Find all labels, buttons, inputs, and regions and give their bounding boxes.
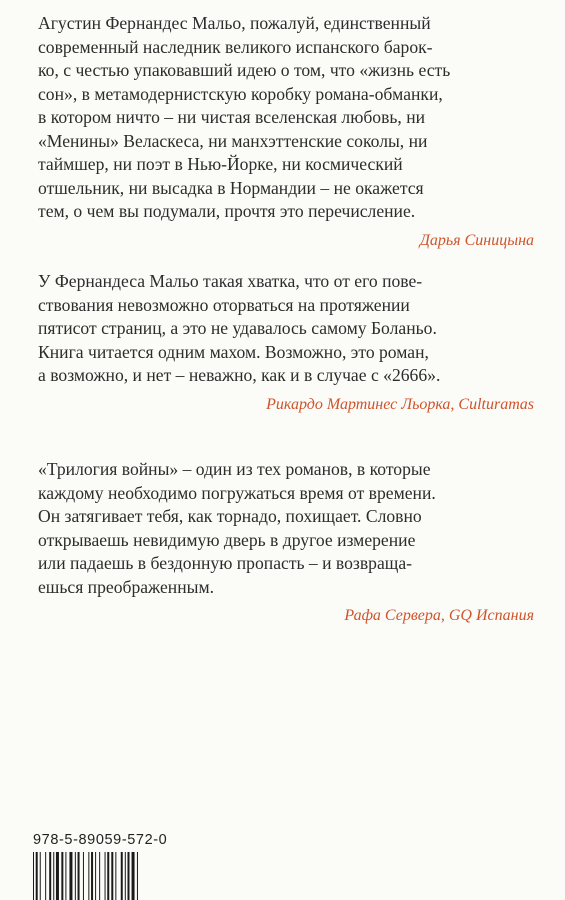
- barcode-bar: [137, 852, 138, 900]
- barcode-bar: [115, 852, 116, 900]
- isbn-number: 978-5-89059-572-0: [33, 832, 168, 848]
- barcode-bar: [45, 852, 46, 900]
- quote-line: каждому необходимо погружаться время от времени.: [38, 482, 436, 503]
- barcode-bar: [132, 852, 135, 900]
- quote-line: ешься преображенным.: [38, 576, 214, 597]
- barcode-bar: [56, 852, 59, 900]
- quote-text: [38, 458, 540, 599]
- barcode: [33, 852, 173, 900]
- quote-attribution: Рафа Сервера, GQ Испания: [344, 607, 534, 624]
- barcode-bar: [95, 852, 96, 900]
- quote-line: «Трилогия войны» – один из тех романов, в которые: [38, 459, 431, 479]
- quote-line: в котором ничто – ни чистая вселенская любовь, ни: [38, 107, 426, 127]
- quote-line: открываешь невидимую дверь в другое измерение: [38, 529, 416, 550]
- barcode-bar: [111, 852, 113, 900]
- barcode-bar: [78, 852, 80, 900]
- barcode-bar: [107, 852, 109, 900]
- quote-line: У Фернандеса Мальо такая хватка, что от его пове-: [38, 271, 423, 291]
- quote-text: [38, 270, 540, 388]
- barcode-bar: [69, 852, 72, 900]
- barcode-bar: [49, 852, 51, 900]
- barcode-bar: [75, 852, 76, 900]
- quote-line: пятисот страниц, а это не удавалось самому Боланьо.: [38, 318, 437, 338]
- quote-line: таймшер, ни поэт в Нью-Йорке, ни космический: [38, 154, 403, 174]
- quote-line: а возможно, и нет – неважно, как и в случае с «2666».: [38, 365, 441, 385]
- barcode-bar: [91, 852, 93, 900]
- quote-text: [38, 12, 540, 224]
- review-quote-3: [38, 458, 540, 627]
- barcode-bar: [105, 852, 106, 900]
- quote-line: современный наследник великого испанского барок-: [38, 36, 433, 57]
- barcode-bar: [33, 852, 34, 900]
- barcode-bar: [128, 852, 130, 900]
- quote-line: ствования невозможно оторваться на протяжении: [38, 294, 410, 315]
- barcode-bar: [88, 852, 89, 900]
- barcode-bar: [83, 852, 84, 900]
- barcode-bar: [99, 852, 100, 900]
- quote-line: отшельник, ни высадка в Нормандии – не окажется: [38, 177, 424, 198]
- barcode-bar: [65, 852, 66, 900]
- quote-line: ко, с честью упаковавший идею о том, что «жизнь есть: [38, 60, 451, 80]
- quote-attribution: Дарья Синицына: [419, 231, 534, 249]
- review-quote-1: [38, 12, 540, 252]
- quote-attribution: Рикардо Мартинес Льорка, Culturamas: [266, 395, 534, 413]
- barcode-bar: [125, 852, 126, 900]
- quote-line: Книга читается одним махом. Возможно, это роман,: [38, 341, 429, 362]
- barcode-bar: [121, 852, 123, 900]
- quote-line: или падаешь в бездонную пропасть – и возвраща-: [38, 553, 412, 573]
- review-quote-2: [38, 270, 540, 416]
- barcode-bar: [40, 852, 41, 900]
- quote-line: «Менины» Веласкеса, ни манхэттенские соколы, ни: [38, 130, 428, 151]
- quote-line: сон», в метамодернистскую коробку романа-обманки,: [38, 83, 443, 104]
- quote-line: тем, о чем вы подумали, прочтя это перечисление.: [38, 201, 416, 221]
- quote-line: Агустин Фернандес Мальо, пожалуй, единственный: [38, 13, 431, 33]
- barcode-bar: [36, 852, 38, 900]
- barcode-bar: [61, 852, 63, 900]
- barcode-bar: [53, 852, 54, 900]
- quote-line: Он затягивает тебя, как торнадо, похищает. Словно: [38, 506, 422, 526]
